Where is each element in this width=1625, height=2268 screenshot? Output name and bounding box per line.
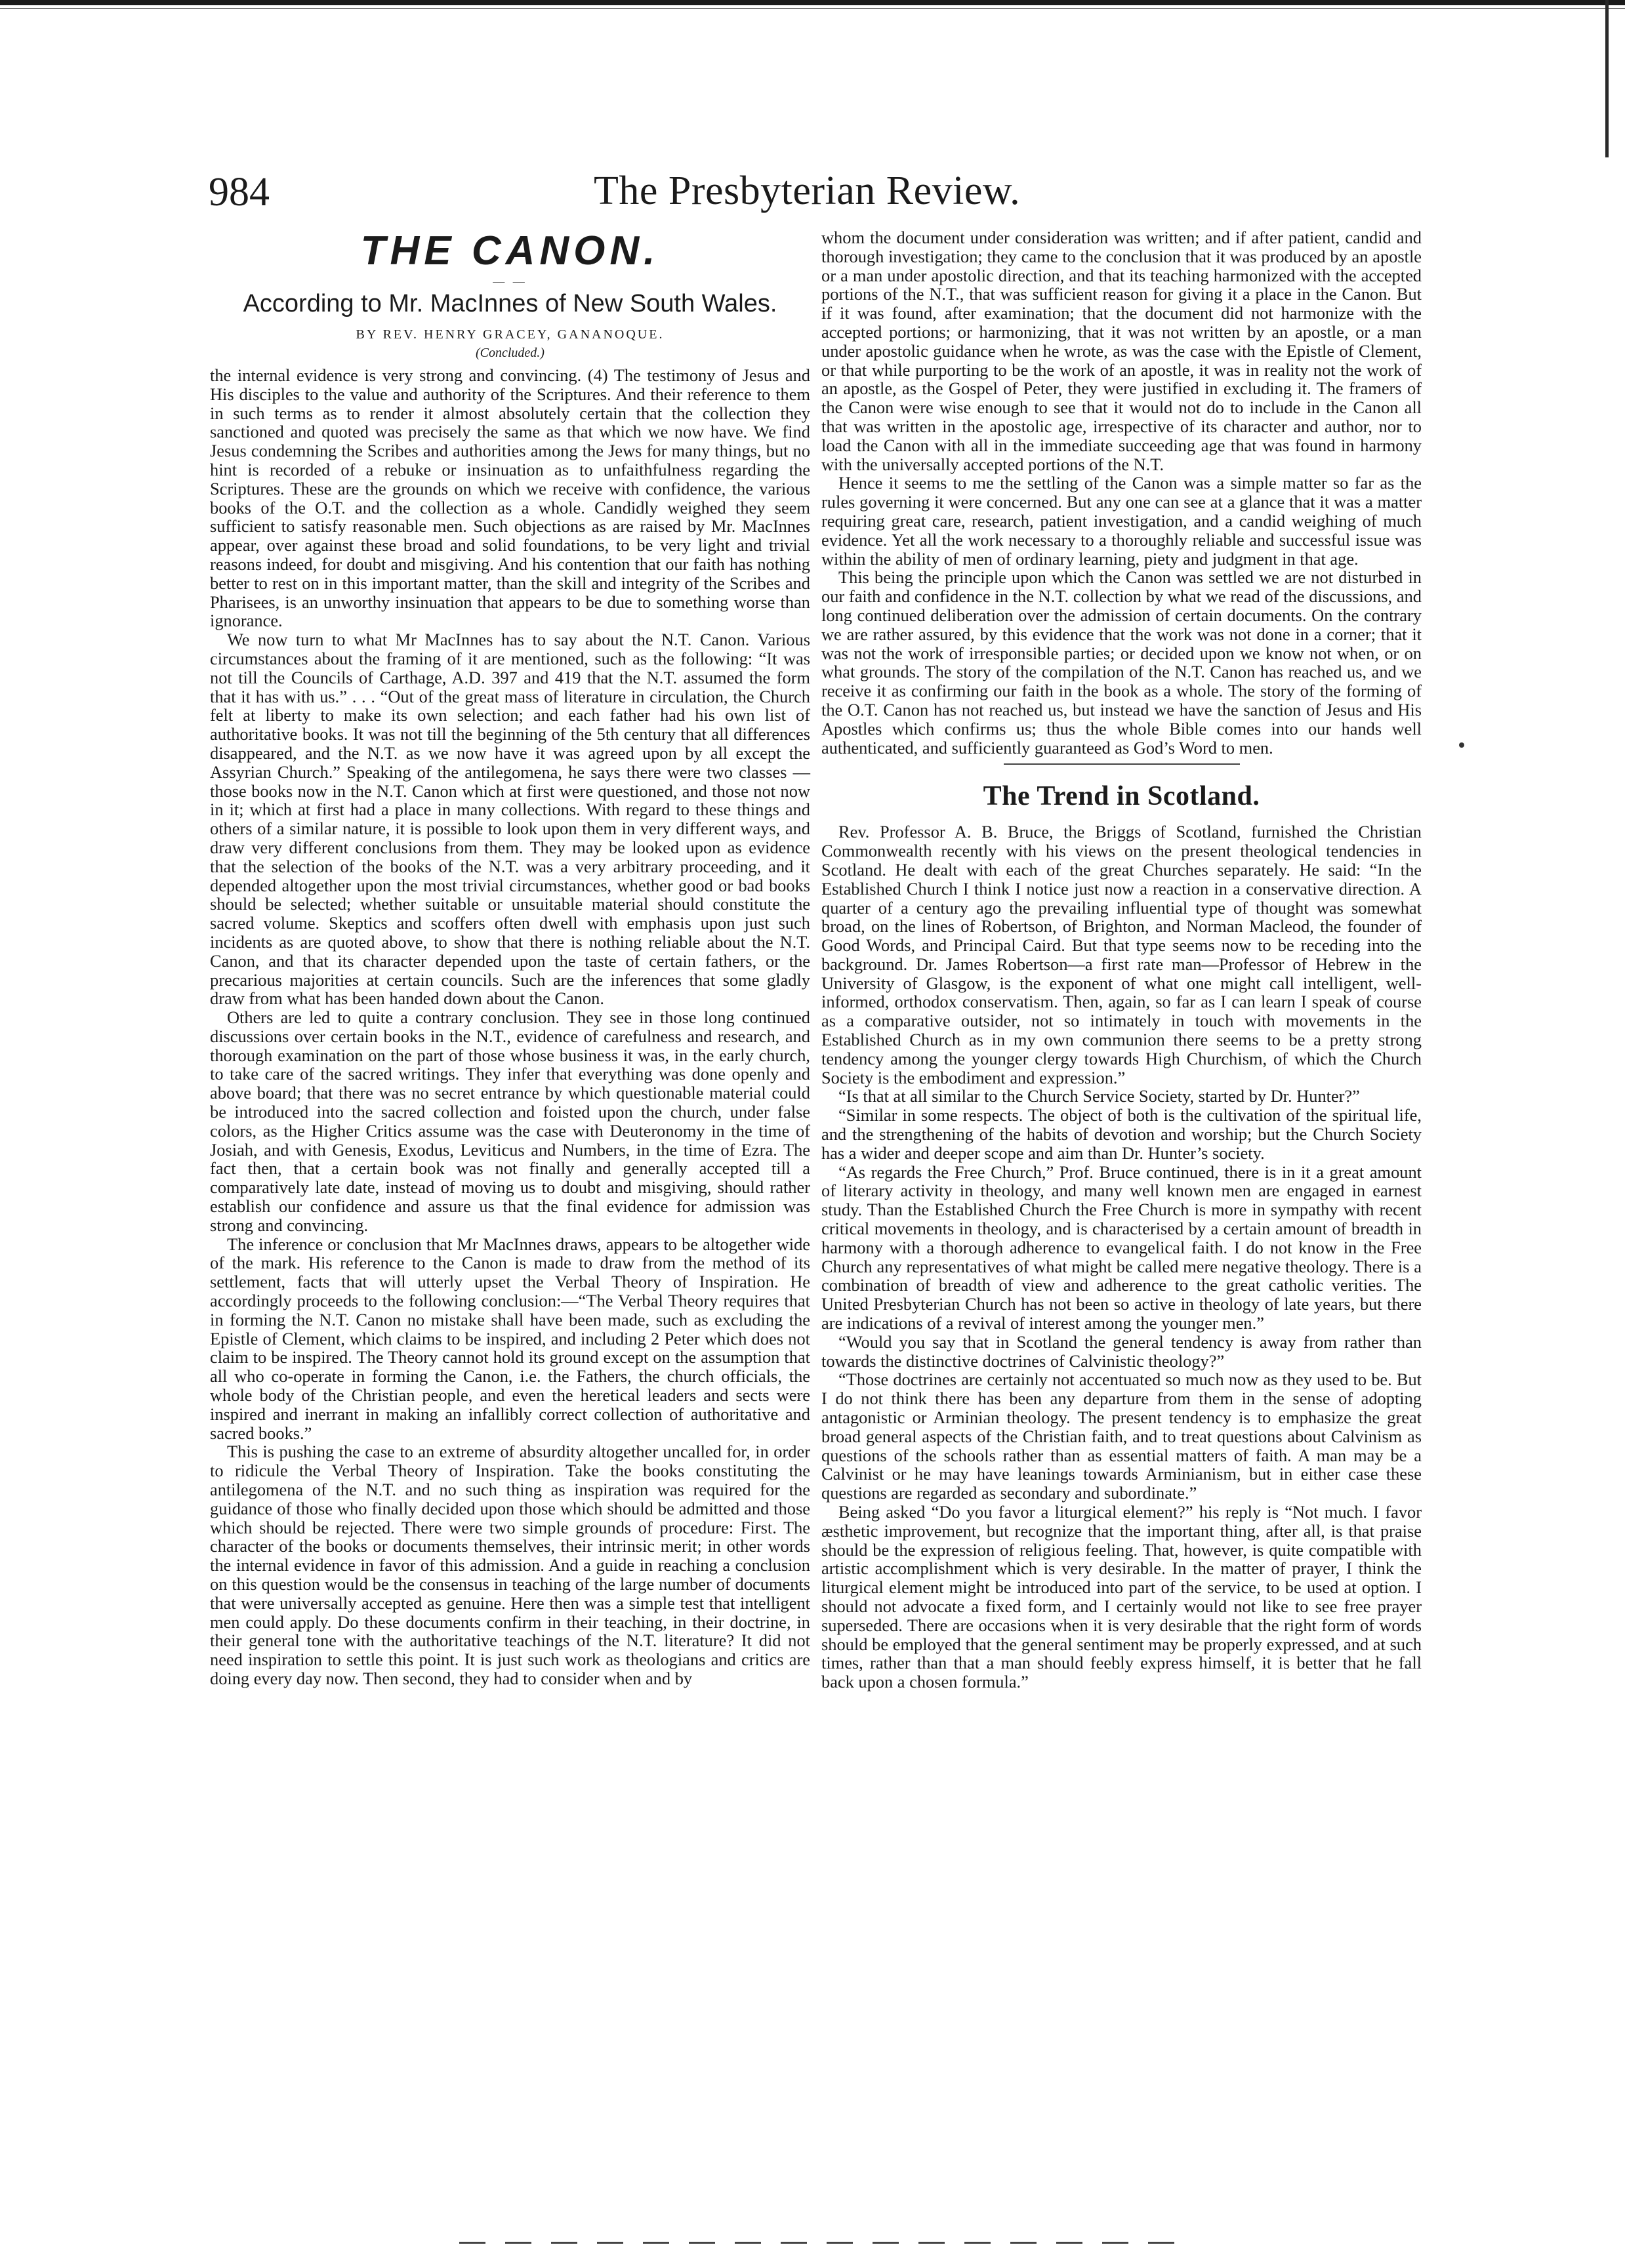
right-column xyxy=(821,228,1422,1691)
section-heading: The Trend in Scotland. xyxy=(983,781,1260,812)
body-paragraph: “Those doctrines are certainly not accentuated so much now as they used to be. But I do not think there has been any departure from them in the sense of adopting antagonistic or Arminian theology. The present tendency is to emphasize the great broad general aspects of the Christian faith, and to treat questions about Calvinism as questions of the schools rather than as essential matters of faith. A man may be a Calvinist or he may have leanings towards Arminianism, but in either case these questions are regarded as secondary and subordinate.” xyxy=(821,1369,1422,1503)
body-paragraph: whom the document under consideration was written; and if after patient, candid and thorough investigation; they came to the conclusion that it was produced by an apostle or a man under apostolic direction, and that its teaching harmonized with the accepted portions of the N.T., that was sufficient reason for giving it a place in the Canon. But if it was found, after examination; that the document did not harmonize with the accepted portions; or harmonizing, that it was not written by an apostle, or a man under apostolic guidance when he wrote, as was the case with the Epistle of Clement, or that while purporting to be the work of an apostle, it was in reality not the work of an apostle, as the Gospel of Peter, they were justified in excluding it. The framers of the Canon were wise enough to see that it would not do to include in the Canon all that was written in the apostolic age, irrespective of its character and author, nor to load the Canon with all in the immediate succeeding age that was found in harmony with the universally accepted portions of the N.T. xyxy=(821,228,1422,474)
ink-speck xyxy=(1459,742,1464,748)
body-paragraph: “Would you say that in Scotland the general tendency is away from rather than towards the distinctive doctrines of Calvinistic theology?” xyxy=(821,1331,1422,1371)
body-paragraph: This being the principle upon which the Canon was settled we are not disturbed in our faith and confidence in the N.T. collection by what we read of the discussions, and long continued deliberation over the admission of certain documents. On the contrary we are rather assured, by this evidence that the work was not done in a corner; that it was not the work of irresponsible parties; or decided upon we know not when, or on what grounds. The story of the compilation of the N.T. Canon has reached us, and we receive it as confirming our faith in the book as a whole. The story of the forming of the O.T. Canon has not reached us, but instead we have the sanction of Jesus and His Apostles which confirms us; thus the whole Bible comes into our hands well authenticated, and sufficiently guaranteed as God’s Word to men. xyxy=(821,567,1422,758)
page-number: 984 xyxy=(209,170,270,214)
body-paragraph: “Is that at all similar to the Church Service Society, started by Dr. Hunter?” xyxy=(838,1086,1360,1106)
scan-edge-mark xyxy=(1605,0,1609,157)
body-paragraph: the internal evidence is very strong and convincing. (4) The testimony of Jesus and His disciples to the value and authority of the Scriptures. And their reference to them in such terms as to render it almost absolutely certain that the collection they sanctioned and quoted was precisely the same as that which we now have. We find Jesus condemning the Scribes and authorities among the Jews for many things, but no hint is recorded of a rebuke or insinuation as to unfaithfulness regarding the Scriptures. These are the grounds on which we receive with confidence, the various books of the O.T. and the collection as a whole. Candidly weighed they seem sufficient to satisfy reasonable men. Such objections as are raised by Mr. MacInnes appear, over against these broad and solid foundations, to be very light and trivial reasons indeed, for doubt and misgiving. And his contention that our faith has nothing better to rest on in this important matter, than the skill and integrity of the Scribes and Pharisees, is an unworthy insinuation that appears to be due to something worse than ignorance. xyxy=(210,365,810,631)
continued-note: (Concluded.) xyxy=(476,346,545,360)
body-paragraph: This is pushing the case to an extreme of absurdity altogether uncalled for, in order to ridicule the Verbal Theory of Inspiration. Take the books constituting the antilegomena of the N.T. and no such thing as inspiration was required for the guidance of those who finally decided upon those which should be admitted and those which should be rejected. There were two simple grounds of procedure: First. The character of the books or documents themselves, their intrinsic merit; in other words the internal evidence in favor of this admission. And a guide in reaching a conclusion on this question would be the consensus in teaching of the large number of documents that were universally accepted as genuine. Here then was a simple test that intelligent men could apply. Do these documents confirm in their teaching, in their doctrine, in their general tone with the authoritative teachings of the N.T. literature? It did not need inspiration to settle this point. It is just such work as theologians and critics are doing every day now. Then second, they had to consider when and by xyxy=(210,1442,810,1688)
body-paragraph: Others are led to quite a contrary conclusion. They see in those long continued discussions over certain books in the N.T., evidence of carefulness and research, and thorough examination on the part of those whose business it was, in the early church, to take care of the sacred writings. They infer that everything was done openly and above board; that there was no secret entrance by which questionable material could be introduced into the sacred collection and foisted upon the church, under false colors, as the Higher Critics assume was the case with Deuteronomy in the time of Josiah, and with Genesis, Exodus, Leviticus and Numbers, in the time of Ezra. The fact then, that a certain book was not finally and generally accepted till a comparatively late date, instead of moving us to doubt and misgiving, should rather establish our confidence and assure us that the final evidence for admission was strong and convincing. xyxy=(210,1007,810,1235)
bottom-scan-artifact xyxy=(459,2242,1181,2244)
body-paragraph: Rev. Professor A. B. Bruce, the Briggs of Scotland, furnished the Christian Commonwealth recently with his views on the present theological tendencies in Scotland. He dealt with each of the great Churches separately. He said: “In the Established Church I think I notice just now a reaction in a conservative direction. A quarter of a century ago the prevailing influential type of thought was somewhat broad, on the lines of Robertson, of Brighton, and Norman Macleod, the founder of Good Words, and Principal Caird. But that type seems now to be receding into the background. Dr. James Robertson—a first rate man—Professor of Hebrew in the University of Glasgow, is the exponent of what one might call intelligent, well-informed, orthodox conservatism. Then, again, so far as I can learn I speak of course as a comparative outsider, not so intimately in touch with movements in the Established Church as in my own communion there seems to be a pretty strong tendency among the younger clergy towards High Churchism, of which the Church Society is the embodiment and expression.” xyxy=(821,822,1422,1087)
body-paragraph: Hence it seems to me the settling of the Canon was a simple matter so far as the rules governing it were concerned. But any one can see at a glance that it was a matter requiring great care, research, patient investigation, and a candid weighing of much evidence. Yet all the work necessary to a thoroughly reliable and successful issue was within the ability of men of ordinary learning, piety and judgment in that age. xyxy=(821,473,1422,569)
title-ornament: — — xyxy=(493,275,527,288)
top-rule xyxy=(0,0,1625,5)
running-title: The Presbyterian Review. xyxy=(594,169,1021,213)
article-title: THE CANON. xyxy=(360,228,660,273)
body-paragraph: “As regards the Free Church,” Prof. Bruce continued, there is in it a great amount of literary activity in theology, and many well known men are engaged in earnest study. Than the Established Church the Free Church is more in sympathy with recent critical movements in theology, and is characterised by a certain amount of breadth in harmony with a thorough adherence to evangelical faith. I do not know in the Free Church any representatives of what might be called mere negative theology. There is a combination of breadth of view and adherence to the great catholic verities. The United Presbyterian Church has not been so active in theology of late years, but there are indications of a revival of interest among the younger men.” xyxy=(821,1162,1422,1333)
body-paragraph: Being asked “Do you favor a liturgical element?” his reply is “Not much. I favor æsthetic improvement, but recognize that the important thing, after all, is that praise should be the expression of religious feeling. That, however, is quite compatible with artistic accomplishment which is very desirable. In the matter of prayer, I think the liturgical element might be introduced into part of the service, to be used at option. I should not advocate a fixed form, and I certainly would not like to see free prayer superseded. There are occasions when it is very desirable that the right form of words should be employed that the general sentiment may be properly expressed, and at such times, rather than that a man should feebly express himself, it is better that he fall back upon a chosen formula.” xyxy=(821,1502,1422,1692)
left-column xyxy=(210,228,810,1688)
body-paragraph: “Similar in some respects. The object of both is the cultivation of the spiritual life, and the strengthening of the habits of devotion and worship; but the Church Society has a wider and deeper scope and aim than Dr. Hunter’s society. xyxy=(821,1105,1422,1163)
section-divider xyxy=(1004,763,1240,765)
body-paragraph: We now turn to what Mr MacInnes has to say about the N.T. Canon. Various circumstances about the framing of it are mentioned, such as the following: “It was not till the Councils of Carthage, A.D. 397 and 419 that the N.T. assumed the form that it has with us.” . . . “Out of the great mass of literature in circulation, the Church felt at liberty to make its own selection; and each father had his own list of authoritative books. It was not till the beginning of the 5th century that all differences disappeared, and the N.T. as we now have it was agreed upon by all except the Assyrian Church.” Speaking of the antilegomena, he says there were two classes — those books now in the N.T. Canon which at first were questioned, and those not now in it; which at first had a place in many collections. With regard to these things and others of a similar nature, it is possible to look upon them in very different ways, and draw very different conclusions from them. They may be looked upon as evidence that the selection of the books of the N.T. was a very arbitrary proceeding, and it depended altogether upon the most trivial circumstances, whether good or bad books should be selected; whether suitable or unsuitable material should constitute the sacred volume. Skeptics and scoffers often dwell with emphasis upon just such incidents as are quoted above, to show that there is nothing reliable about the N.T. Canon, and that its character depended upon the taste of certain fathers, or the precarious majorities at certain councils. Such are the inferences that some gladly draw from what has been handed down about the Canon. xyxy=(210,630,810,1009)
body-paragraph: The inference or conclusion that Mr MacInnes draws, appears to be altogether wide of the mark. His reference to the Canon is made to draw from the method of its settlement, facts that will utterly upset the Verbal Theory of Inspiration. He accordingly proceeds to the following conclusion:—“The Verbal Theory requires that in forming the N.T. Canon no mistake shall have been made, such as excluding the Epistle of Clement, which claims to be inspired, and including 2 Peter which does not claim to be inspired. The Theory cannot hold its ground except on the assumption that all who co-operate in forming the Canon, i.e. the Fathers, the church officials, the whole body of the Christian people, and even the heretical leaders and sects were inspired and inerrant in making an infallibly correct collection of authoritative and sacred books.” xyxy=(210,1234,810,1443)
article-subtitle: According to Mr. MacInnes of New South Wales. xyxy=(243,290,777,317)
article-byline: BY REV. HENRY GRACEY, GANANOQUE. xyxy=(356,327,665,342)
top-rule-thin xyxy=(0,8,1625,9)
